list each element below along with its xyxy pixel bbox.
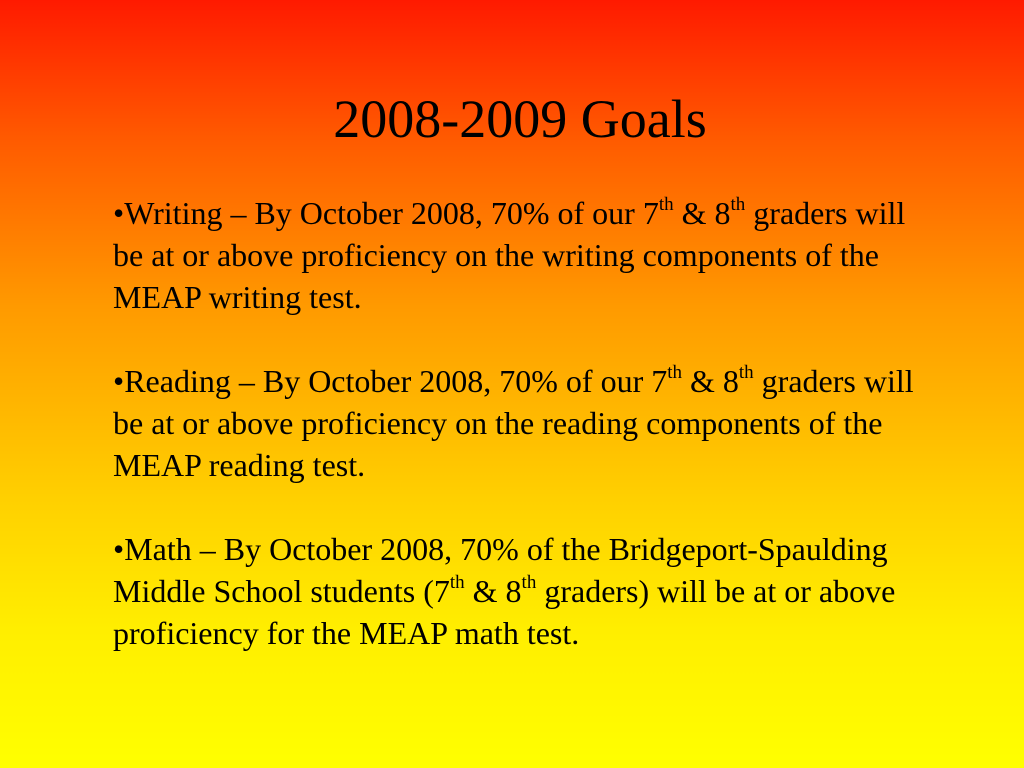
ordinal-suffix: th: [667, 362, 682, 384]
bullet-text-mid: & 8: [673, 195, 731, 231]
bullet-marker: •: [113, 195, 125, 231]
bullet-marker: •: [113, 363, 125, 399]
ordinal-suffix: th: [521, 572, 537, 594]
bullet-reading: [113, 360, 943, 486]
bullet-text-start: Reading – By October 2008, 70% of our 7: [124, 363, 668, 399]
ordinal-suffix: th: [730, 194, 746, 216]
bullet-text-rest: graders) will be at or above proficiency for the MEAP math test.: [113, 573, 896, 651]
ordinal-suffix: th: [658, 194, 674, 216]
bullet-text-mid: & 8: [682, 363, 739, 399]
bullet-text-mid: & 8: [464, 573, 522, 609]
bullet-marker: •: [113, 531, 125, 567]
ordinal-suffix: th: [738, 362, 754, 384]
bullet-list: [113, 192, 943, 654]
bullet-text-start: Math – By October 2008, 70% of the Bridgeport-Spaulding Middle School students (7: [113, 531, 888, 609]
bullet-math: [113, 528, 943, 654]
bullet-text-rest: graders will be at or above proficiency on the writing components of the MEAP writing test.: [113, 195, 906, 315]
slide-title: 2008-2009 Goals: [333, 89, 707, 149]
bullet-text-start: Writing – By October 2008, 70% of our 7: [124, 195, 659, 231]
bullet-text-rest: graders will be at or above proficiency on the reading components of the MEAP reading test.: [113, 363, 914, 483]
ordinal-suffix: th: [449, 572, 465, 594]
bullet-writing: [113, 192, 943, 318]
